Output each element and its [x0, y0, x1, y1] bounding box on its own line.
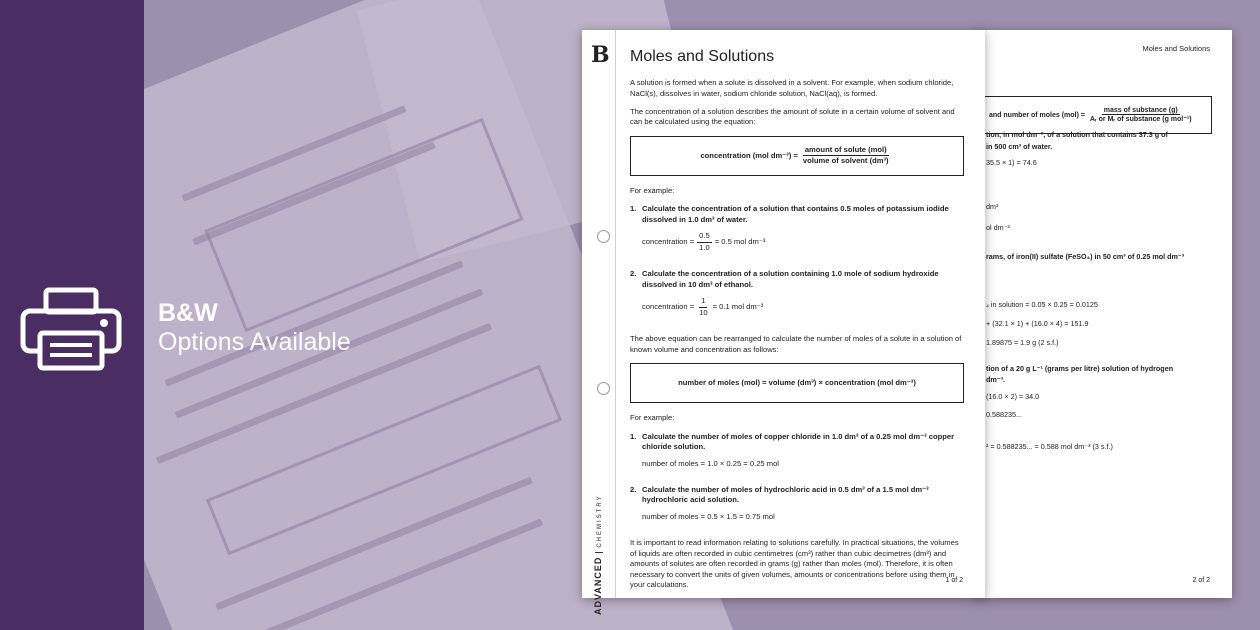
- answer-line: + (32.1 × 1) + (16.0 × 4) = 151.9: [986, 319, 1089, 328]
- question-number: 1.: [630, 204, 637, 214]
- answer-line: (16.0 × 2) = 34.0: [986, 392, 1040, 401]
- question-item: [630, 269, 964, 328]
- page-title: Moles and Solutions: [630, 48, 775, 65]
- badge-text: [158, 299, 351, 357]
- margin-strip: [582, 30, 616, 615]
- question-item: [630, 432, 964, 479]
- page-number: 2 of 2: [1192, 577, 1210, 584]
- calculation: [642, 231, 964, 253]
- answer-line: ol dm⁻³: [986, 223, 1010, 232]
- question-number: 2.: [630, 484, 637, 494]
- intro-paragraph: A solution is formed when a solute is dissolved in a solvent. For example, when sodium chloride, NaCl(s), dissolves in water, sodium chloride solution, NaCl(aq), is formed.: [630, 78, 954, 98]
- question-item: [630, 204, 964, 263]
- answer-line: dm³: [986, 202, 999, 211]
- concentration-paragraph: The concentration of a solution describes the amount of solute in a certain volume of solvent and can be calculated using the equation:: [630, 107, 955, 127]
- answer-line: tion of a 20 g L⁻¹ (grams per litre) solution of hydrogen: [986, 364, 1174, 373]
- calc-numerator: 1: [699, 296, 707, 307]
- rearrange-paragraph: The above equation can be rearranged to calculate the number of moles of a solute in a solution of known volume and concentration as follows:: [630, 334, 962, 354]
- answer-line: dm⁻³.: [986, 375, 1005, 384]
- calc-denominator: 10: [699, 307, 708, 317]
- concentration-equation-box: [630, 136, 964, 176]
- equation-fraction: [801, 145, 891, 167]
- equation-denominator: Aᵣ or Mᵣ of substance (g mol⁻¹): [1089, 116, 1192, 123]
- calc-right: = 0.1 mol dm⁻³: [712, 301, 764, 311]
- example-label: For example:: [630, 185, 675, 195]
- equation-fraction: [1088, 107, 1194, 123]
- answer-line: rams, of iron(II) sulfate (FeSO₄) in 50 cm³ of 0.25 mol dm⁻³: [986, 252, 1185, 261]
- calc-numerator: 0.5: [697, 231, 712, 242]
- calculation: [642, 296, 964, 318]
- worksheet-page-1: [582, 30, 985, 615]
- calc-fraction: [697, 296, 709, 318]
- answer-line: ² = 0.588235... = 0.588 mol dm⁻³ (3 s.f.): [986, 442, 1113, 451]
- badge-title: B&W: [158, 299, 218, 327]
- worksheet-page-2: [976, 30, 1232, 598]
- equation-denominator: volume of solvent (dm³): [802, 156, 889, 166]
- calc-denominator: 1.0: [699, 242, 710, 252]
- punch-hole: [597, 382, 610, 395]
- example-label: For example:: [630, 413, 675, 423]
- brand-logo: B: [591, 42, 610, 68]
- page-header: Moles and Solutions: [1142, 44, 1210, 53]
- answer-line: 35.5 × 1) = 74.6: [986, 158, 1037, 167]
- side-brand: [593, 494, 603, 615]
- equation-numerator: amount of solute (mol): [803, 145, 889, 156]
- question-text: Calculate the number of moles of hydrochloric acid in 0.5 dm³ of a 1.5 mol dm⁻³ hydrochloric acid solution.: [642, 484, 929, 505]
- answer-line: ₄ in solution = 0.05 × 0.25 = 0.0125: [986, 300, 1098, 309]
- equation-box: [984, 96, 1212, 134]
- calc-left: concentration =: [642, 237, 695, 247]
- worksheet-content: [630, 46, 964, 599]
- question-text: Calculate the number of moles of copper chloride in 1.0 dm³ of a 0.25 mol dm⁻³ copper chloride solution.: [642, 431, 955, 452]
- side-brand-sub: CHEMISTRY: [597, 494, 603, 548]
- closing-paragraph: It is important to read information relating to solutions carefully. In practical situations, the volumes of liquids are often recorded in cubic centimetres (cm³) rather than cubic decimetres (dm³) and amounts of solutes are often recorded in grams (g) rather than moles (mol). Therefore, it is often necessary to convert the units of given volumes, amounts or concentrations before using them in your calculations.: [630, 538, 959, 590]
- calc-fraction: [697, 231, 712, 253]
- moles-equation-box: number of moles (mol) = volume (dm³) × concentration (mol dm⁻³): [630, 363, 964, 403]
- answer-line: tion, in mol dm⁻³, of a solution that contains 37.3 g of: [986, 130, 1168, 139]
- question-item: [630, 485, 964, 532]
- answer-line: in 500 cm³ of water.: [986, 142, 1053, 151]
- question-number: 2.: [630, 269, 637, 279]
- punch-hole: [597, 230, 610, 243]
- calculation: number of moles = 0.5 × 1.5 = 0.75 mol: [642, 511, 775, 521]
- equation-left: and number of moles (mol) =: [989, 111, 1085, 119]
- calc-right: = 0.5 mol dm⁻³: [714, 237, 766, 247]
- side-brand-main: ADVANCED: [593, 556, 603, 615]
- answer-line: 1.89875 = 1.9 g (2 s.f.): [986, 338, 1059, 347]
- badge-subtitle: Options Available: [158, 327, 351, 356]
- calculation: number of moles = 1.0 × 0.25 = 0.25 mol: [642, 458, 779, 468]
- question-text: Calculate the concentration of a solution containing 1.0 mole of sodium hydroxide dissolved in 10 dm³ of ethanol.: [642, 269, 939, 289]
- equation-numerator: mass of substance (g): [1103, 107, 1178, 114]
- calc-left: concentration =: [642, 301, 695, 311]
- answer-line: 0.588235...: [986, 410, 1022, 419]
- equation-left: concentration (mol dm⁻³) =: [700, 150, 798, 160]
- page-number: 1 of 2: [945, 577, 963, 584]
- question-text: Calculate the concentration of a solution that contains 0.5 moles of potassium iodide dissolved in 1.0 dm³ of water.: [642, 204, 949, 224]
- question-number: 1.: [630, 431, 637, 441]
- printer-icon: [20, 287, 122, 371]
